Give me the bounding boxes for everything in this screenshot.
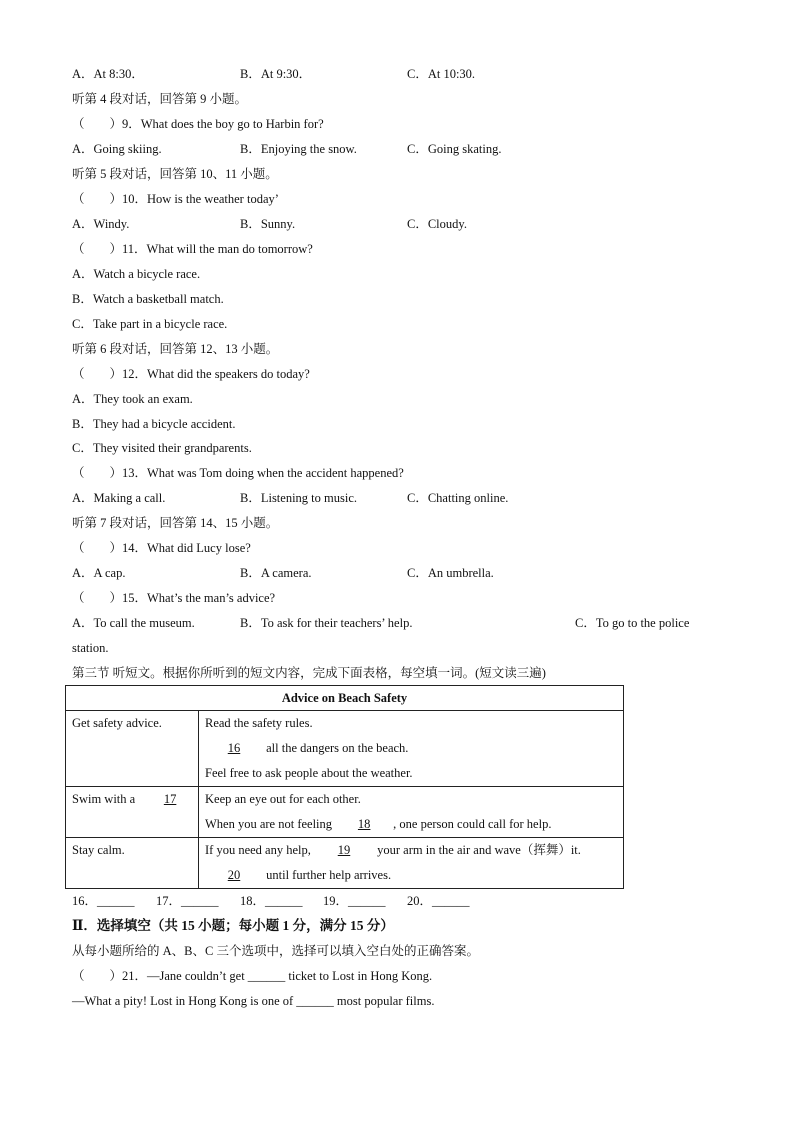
q8-option-a: A．At 8:30． <box>72 67 144 81</box>
beach-safety-table <box>65 685 624 889</box>
q15-option-b: B．To ask for their teachers’ help. <box>240 616 413 630</box>
q10-option-c: C．Cloudy. <box>407 217 467 231</box>
table-row <box>66 711 624 787</box>
q9-stem: （ ）9．What does the boy go to Harbin for? <box>72 117 324 131</box>
blank-19: 19 <box>337 843 351 857</box>
q10-options <box>72 216 712 232</box>
dialog5-instruction: 听第 5 段对话，回答第 10、11 小题。 <box>72 167 278 181</box>
q14-options <box>72 565 712 581</box>
q12-option-b: B．They had a bicycle accident. <box>72 417 236 431</box>
q9-option-b: B．Enjoying the snow. <box>240 142 357 156</box>
q8-option-c: C．At 10:30. <box>407 67 476 81</box>
row3-content <box>199 838 624 889</box>
q13-options <box>72 490 712 506</box>
row1-line1: Read the safety rules. <box>205 716 313 730</box>
q11-option-b: B．Watch a basketball match. <box>72 292 224 306</box>
q9-option-c: C．Going skating. <box>407 142 502 156</box>
q10-option-a: A．Windy. <box>72 217 130 231</box>
table-row <box>66 787 624 838</box>
row1-line2-text: all the dangers on the beach. <box>266 741 409 755</box>
q12-option-a: A．They took an exam. <box>72 392 193 406</box>
q15-option-c-continued: station. <box>72 641 109 655</box>
blank-16: 16 <box>227 741 241 755</box>
answer-blanks <box>72 893 712 909</box>
q21-stem: （ ）21．—Jane couldn’t get ______ ticket to Lost in Hong Kong. <box>72 969 433 983</box>
q13-option-a: A．Making a call. <box>72 491 166 505</box>
answer-18: 18．______ <box>240 894 303 908</box>
row1-line3: Feel free to ask people about the weather. <box>205 766 413 780</box>
blank-18: 18 <box>357 817 371 831</box>
row2-line2-post: , one person could call for help. <box>393 817 552 831</box>
blank-20: 20 <box>227 868 241 882</box>
part2-title: Ⅱ．选择填空（共 15 小题；每小题 1 分，满分 15 分） <box>72 918 394 933</box>
row1-label: Get safety advice. <box>66 711 199 787</box>
q8-option-b: B．At 9:30． <box>240 67 312 81</box>
q11-stem: （ ）11．What will the man do tomorrow? <box>72 242 313 256</box>
q15-options <box>72 615 712 631</box>
table-row <box>66 838 624 889</box>
q10-stem: （ ）10．How is the weather today’ <box>72 192 279 206</box>
row2-line1: Keep an eye out for each other. <box>205 792 361 806</box>
table-title: Advice on Beach Safety <box>66 686 624 711</box>
section3-heading: 第三节 听短文。根据你所听到的短文内容，完成下面表格，每空填一词。(短文读三遍) <box>72 666 546 680</box>
dialog6-instruction: 听第 6 段对话，回答第 12、13 小题。 <box>72 342 279 356</box>
q11-option-c: C．Take part in a bicycle race. <box>72 317 228 331</box>
row2-content <box>199 787 624 838</box>
q11-option-a: A．Watch a bicycle race. <box>72 267 201 281</box>
q13-option-c: C．Chatting online. <box>407 491 509 505</box>
row3-label: Stay calm. <box>66 838 199 889</box>
blank-17: 17 <box>163 792 177 806</box>
row3-line1-post: your arm in the air and wave（挥舞）it. <box>377 843 581 857</box>
q9-option-a: A．Going skiing. <box>72 142 162 156</box>
q13-stem: （ ）13．What was Tom doing when the accident happened? <box>72 466 404 480</box>
q15-option-c: C．To go to the police <box>575 616 690 630</box>
row3-line2 <box>205 863 623 888</box>
row2-label <box>66 787 199 838</box>
dialog7-instruction: 听第 7 段对话，回答第 14、15 小题。 <box>72 516 279 530</box>
answer-16: 16．______ <box>72 894 135 908</box>
row2-line2 <box>205 812 623 837</box>
q15-option-a: A．To call the museum. <box>72 616 195 630</box>
q13-option-b: B．Listening to music. <box>240 491 358 505</box>
q14-stem: （ ）14．What did Lucy lose? <box>72 541 251 555</box>
row2-label-text: Swim with a <box>72 792 136 806</box>
dialog4-instruction: 听第 4 段对话，回答第 9 小题。 <box>72 92 248 106</box>
q15-stem: （ ）15．What’s the man’s advice? <box>72 591 276 605</box>
row2-line2-pre: When you are not feeling <box>205 817 333 831</box>
row1-content <box>199 711 624 787</box>
answer-19: 19．______ <box>323 894 386 908</box>
q14-option-b: B．A camera. <box>240 566 312 580</box>
q8-options <box>72 66 712 82</box>
row3-line2-post: until further help arrives. <box>266 868 392 882</box>
answer-20: 20．______ <box>407 894 470 908</box>
q12-stem: （ ）12．What did the speakers do today? <box>72 367 310 381</box>
q14-option-a: A．A cap. <box>72 566 126 580</box>
part2-instruction: 从每小题所给的 A、B、C 三个选项中，选择可以填入空白处的正确答案。 <box>72 944 479 958</box>
row1-line2 <box>205 736 623 761</box>
q14-option-c: C．An umbrella. <box>407 566 494 580</box>
answer-17: 17．______ <box>156 894 219 908</box>
q21-line2: —What a pity! Lost in Hong Kong is one of ______ most popular films. <box>72 994 435 1008</box>
q10-option-b: B．Sunny. <box>240 217 296 231</box>
q12-option-c: C．They visited their grandparents. <box>72 441 252 455</box>
q9-options <box>72 141 712 157</box>
row3-line1 <box>205 838 623 863</box>
row3-line1-pre: If you need any help, <box>205 843 311 857</box>
